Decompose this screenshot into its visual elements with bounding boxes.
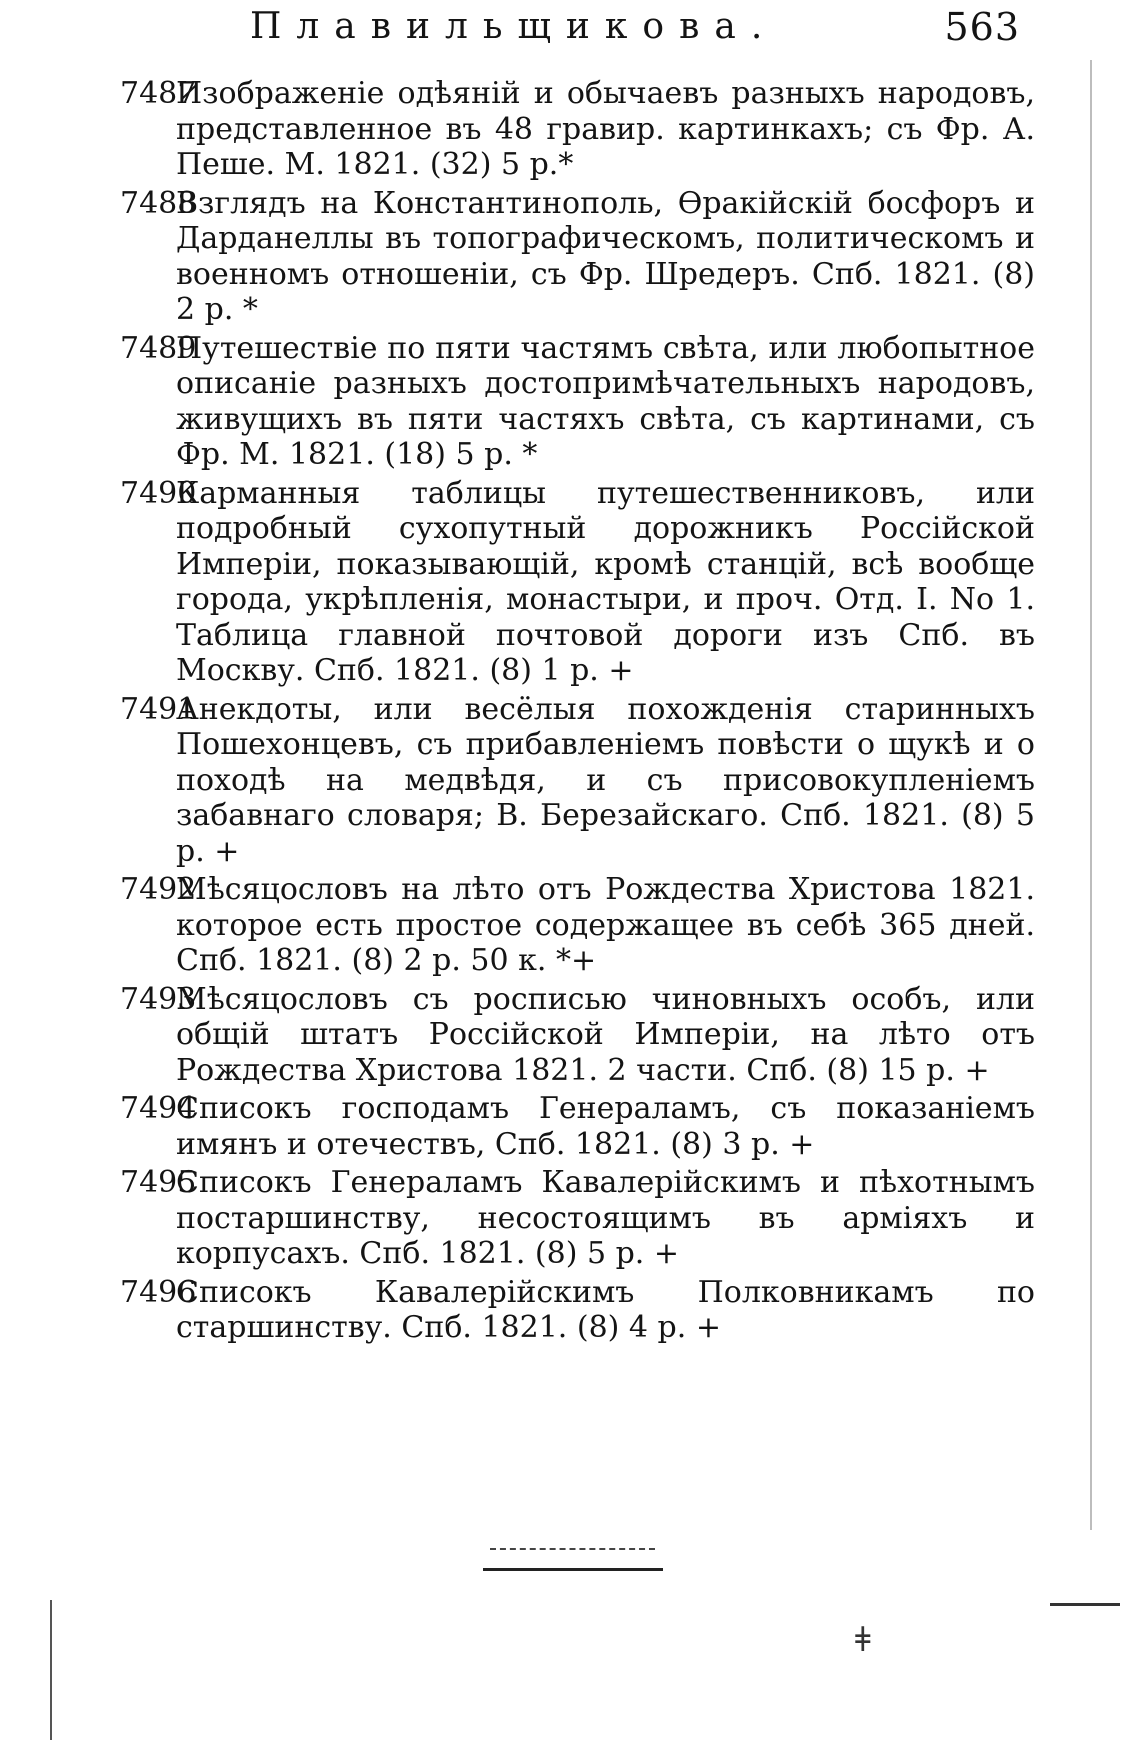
entry-number: 7496 [120, 1274, 197, 1310]
running-header [250, 2, 1020, 58]
entry-text: Путешествіе по пяти частямъ свѣта, или любопытное описаніе разныхъ достопримѣчательныхъ народовъ, живущихъ въ пяти частяхъ свѣта, съ картинами, съ Фр. М. 1821. (18) 5 р. * [176, 330, 1035, 472]
section-divider-dashed [490, 1548, 655, 1550]
entry-number: 7487 [120, 76, 197, 111]
catalog-entry [120, 982, 1035, 1089]
catalog-entry [120, 1275, 1035, 1346]
entry-text: Взглядъ на Константинополь, Ѳракійскій босфоръ и Дарданеллы въ топографическомъ, политическомъ и военномъ отношеніи, съ Фр. Шредеръ. Спб. 1821. (8) 2 р. * [176, 185, 1035, 327]
entry-text: Мѣсяцословъ съ росписью чиновныхъ особъ, или общій штатъ Россійской Имперіи, на лѣто отъ Рождества Христова 1821. 2 части. Спб. (8) 15 р. + [176, 981, 1035, 1088]
page-edge-line [1090, 60, 1092, 1530]
entry-text: Карманныя таблицы путешественниковъ, или подробный сухопутный дорожникъ Россійской Имперіи, показывающій, кромѣ станцій, всѣ вообще города, укрѣпленія, монастыри, и проч. Отд. I. No 1. Таблица главной почтовой дороги изъ Спб. въ Москву. Спб. 1821. (8) 1 р. + [176, 475, 1035, 688]
entry-text: Списокъ господамъ Генераламъ, съ показаніемъ имянъ и отечествъ, Спб. 1821. (8) 3 р. + [176, 1091, 1035, 1162]
page-number: 563 [944, 5, 1020, 49]
catalog-entry [120, 331, 1035, 473]
catalog-entry [120, 1165, 1035, 1272]
catalog-entries [120, 76, 1035, 1349]
margin-edge-mark [50, 1600, 52, 1740]
catalog-entry [120, 692, 1035, 870]
entry-text: Списокъ Кавалерійскимъ Полковникамъ по старшинству. Спб. 1821. (8) 4 р. + [176, 1274, 1035, 1345]
catalog-entry [120, 476, 1035, 689]
catalog-entry [120, 1091, 1035, 1162]
entry-number: 7491 [120, 691, 197, 727]
entry-number: 7493 [120, 981, 197, 1017]
ink-mark: ǂ [855, 1620, 871, 1660]
entry-number: 7489 [120, 330, 197, 366]
entry-text: Анекдоты, или весёлыя похожденія старинныхъ Пошехонцевъ, съ прибавленіемъ повѣсти о щукѣ и о походѣ на медвѣдя, и съ присовокупленіемъ забавнаго словаря; В. Березайскаго. Спб. 1821. (8) 5 р. + [176, 691, 1035, 869]
entry-number: 7492 [120, 872, 197, 907]
header-title: Плавильщикова. [250, 6, 778, 47]
entry-text: Списокъ Генераламъ Кавалерійскимъ и пѣхотнымъ постаршинству, несостоящимъ въ арміяхъ и корпусахъ. Спб. 1821. (8) 5 р. + [176, 1165, 1035, 1271]
catalog-entry [120, 186, 1035, 328]
catalog-entry [120, 872, 1035, 979]
entry-text: Изображеніе одѣяній и обычаевъ разныхъ народовъ, представленное въ 48 гравир. картинкахъ; съ Фр. А. Пеше. М. 1821. (32) 5 р.* [176, 76, 1035, 182]
entry-number: 7490 [120, 475, 197, 511]
entry-number: 7495 [120, 1165, 197, 1200]
margin-dash [1050, 1603, 1120, 1606]
entry-number: 7494 [120, 1091, 197, 1126]
entry-text: Мѣсяцословъ на лѣто отъ Рождества Христова 1821. которое есть простое содержащее въ себѣ 365 дней. Спб. 1821. (8) 2 р. 50 к. *+ [176, 872, 1035, 978]
section-divider-rule [483, 1568, 663, 1571]
entry-number: 7488 [120, 185, 197, 221]
catalog-entry [120, 76, 1035, 183]
